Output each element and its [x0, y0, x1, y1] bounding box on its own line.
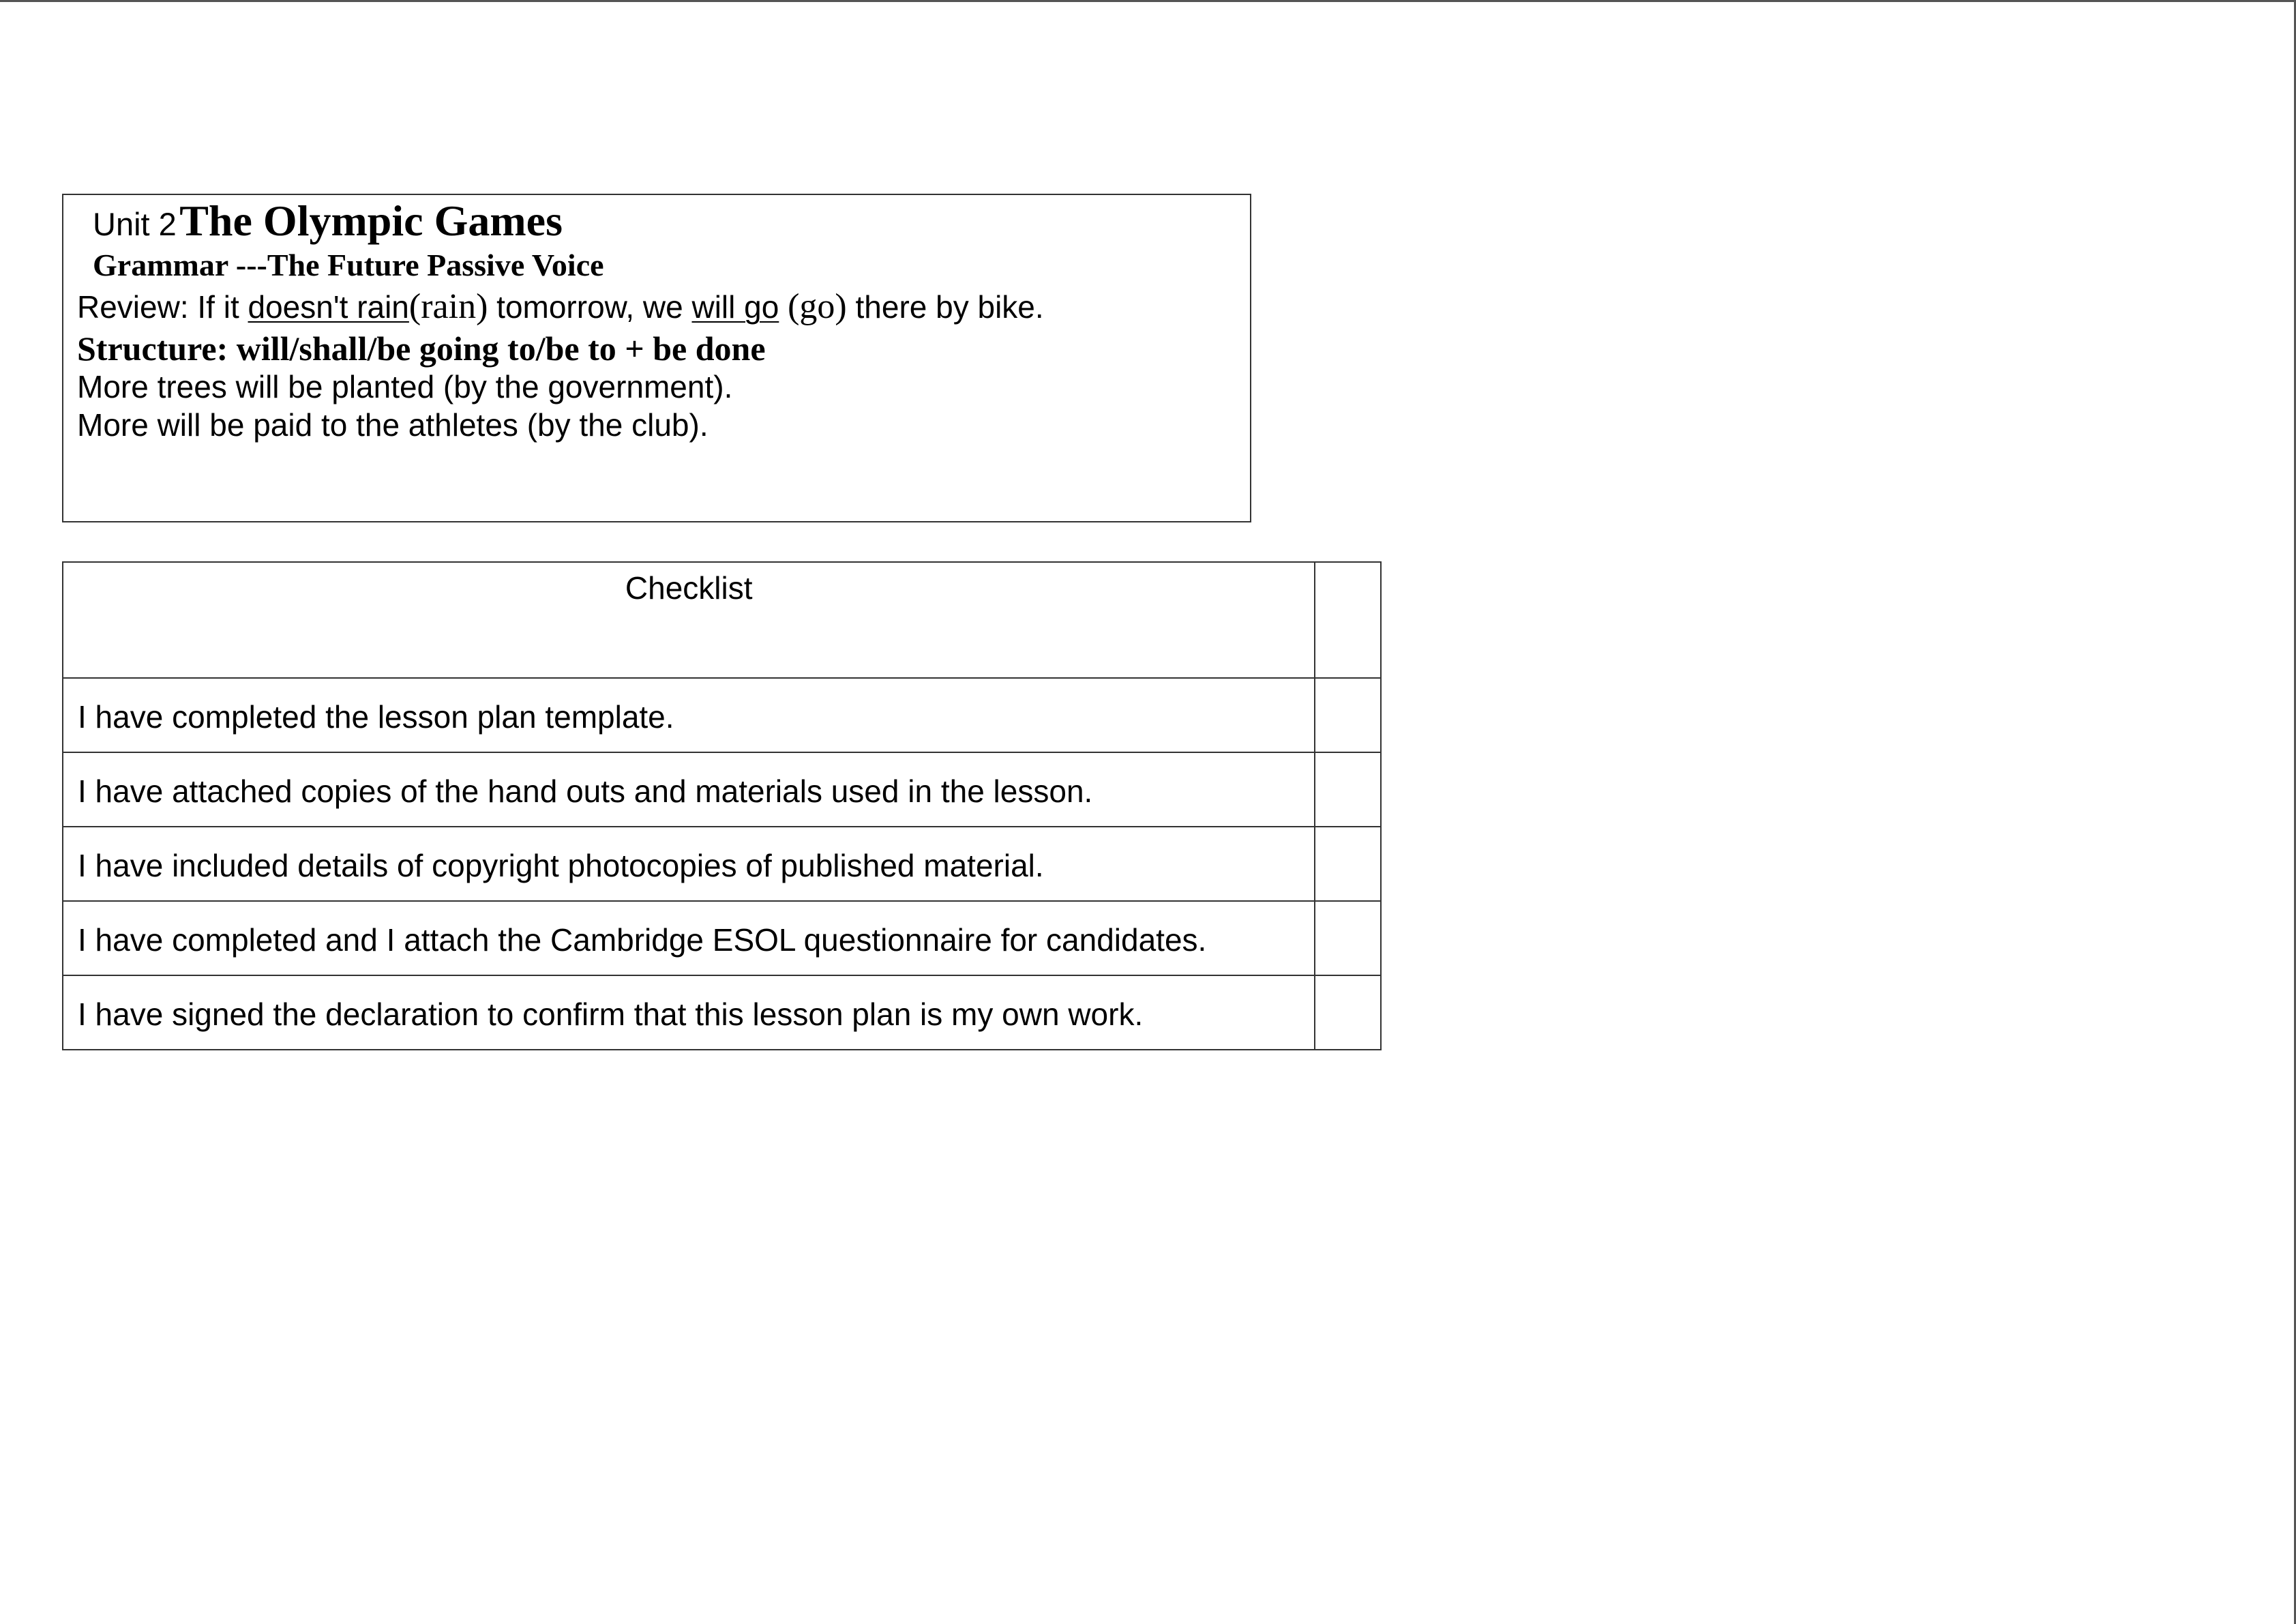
- checklist-tick-box[interactable]: [1315, 827, 1381, 901]
- review-verb-1: (rain): [408, 287, 488, 326]
- checklist-row: [63, 901, 1381, 975]
- checklist-table: [62, 561, 1382, 1050]
- checklist-row: [63, 975, 1381, 1050]
- review-answer-1: doesn't rain: [248, 289, 409, 325]
- grammar-heading: Grammar ---The Future Passive Voice: [93, 248, 604, 282]
- review-prefix: Review: If it: [77, 289, 239, 325]
- review-suffix: there by bike.: [855, 289, 1044, 325]
- review-verb-2: (go): [788, 287, 847, 326]
- checklist-tick-box[interactable]: [1315, 752, 1381, 827]
- checklist-tick-box[interactable]: [1315, 678, 1381, 752]
- checklist-item-text: I have signed the declaration to confirm that this lesson plan is my own work.: [63, 975, 1315, 1050]
- unit-label: Unit 2: [93, 206, 177, 242]
- checklist-header-tick-cell: [1315, 562, 1381, 678]
- review-sentence: [77, 289, 1044, 325]
- checklist-item-text: I have included details of copyright photocopies of published material.: [63, 827, 1315, 901]
- checklist-row: [63, 827, 1381, 901]
- checklist-row: [63, 678, 1381, 752]
- checklist-item-text: I have completed the lesson plan template.: [63, 678, 1315, 752]
- checklist-item-text: I have attached copies of the hand outs and materials used in the lesson.: [63, 752, 1315, 827]
- unit-heading: [93, 196, 563, 245]
- review-answer-2: will go: [691, 289, 779, 325]
- checklist-tick-box[interactable]: [1315, 901, 1381, 975]
- review-middle: tomorrow, we: [496, 289, 683, 325]
- example-sentence: More trees will be planted (by the government).: [77, 369, 733, 404]
- page-top-border: [0, 0, 2296, 2]
- structure-rule: Structure: will/shall/be going to/be to + be done: [77, 329, 766, 368]
- lesson-info-box: [62, 194, 1251, 522]
- unit-title: The Olympic Games: [179, 196, 563, 245]
- example-sentence: More will be paid to the athletes (by the club).: [77, 407, 709, 443]
- checklist-item-text: I have completed and I attach the Cambridge ESOL questionnaire for candidates.: [63, 901, 1315, 975]
- checklist-header: Checklist: [63, 562, 1315, 678]
- checklist-row: [63, 752, 1381, 827]
- checklist-header-row: [63, 562, 1381, 678]
- checklist-tick-box[interactable]: [1315, 975, 1381, 1050]
